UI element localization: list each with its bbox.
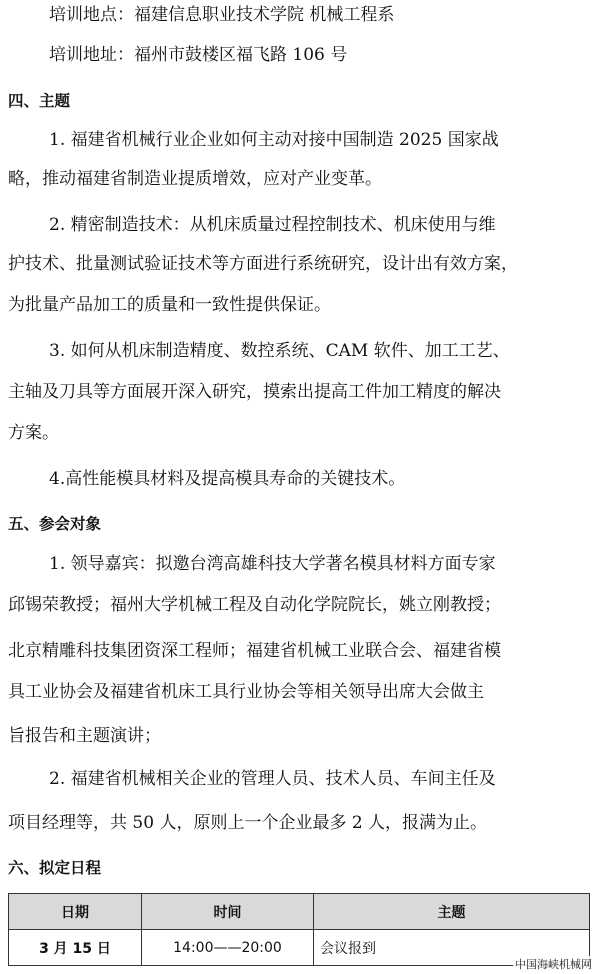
column-header-time: 时间 — [142, 894, 314, 930]
training-location-label: 培训地点： — [49, 5, 134, 25]
column-header-topic: 主题 — [314, 894, 590, 930]
topic-line: 1. 福建省机械行业企业如何主动对接中国制造 2025 国家战 — [49, 130, 499, 150]
schedule-topic-cell: 会议报到 — [314, 930, 590, 966]
topic-line: 为批量产品加工的质量和一致性提供保证。 — [8, 295, 331, 315]
schedule-date-cell: 3 月 15 日 — [9, 930, 142, 966]
participant-line: 北京精雕科技集团资深工程师；福建省机械工业联合会、福建省模 — [8, 641, 501, 661]
participant-line: 邱锡荣教授；福州大学机械工程及自动化学院院长，姚立刚教授； — [8, 595, 501, 615]
participant-line: 旨报告和主题演讲； — [8, 726, 161, 746]
participant-line: 具工业协会及福建省机床工具行业协会等相关领导出席大会做主 — [8, 682, 484, 702]
training-address-line — [49, 44, 347, 66]
topic-line: 略，推动福建省制造业提质增效，应对产业变革。 — [8, 169, 382, 189]
participant-line: 项目经理等，共 50 人，原则上一个企业最多 2 人，报满为止。 — [8, 813, 488, 833]
section-heading-topics: 四、主题 — [8, 92, 71, 110]
topic-line: 3. 如何从机床制造精度、数控系统、CAM 软件、加工工艺、 — [49, 341, 510, 361]
training-location-value: 福建信息职业技术学院 机械工程系 — [134, 5, 395, 25]
training-location-line — [49, 4, 394, 26]
site-watermark: 中国海峡机械网 — [515, 958, 592, 971]
participant-line: 1. 领导嘉宾：拟邀台湾高雄科技大学著名模具材料方面专家 — [49, 554, 496, 574]
participant-line: 2. 福建省机械相关企业的管理人员、技术人员、车间主任及 — [49, 769, 496, 789]
section-heading-participants: 五、参会对象 — [8, 515, 102, 533]
column-header-date: 日期 — [9, 894, 142, 930]
topic-line: 主轴及刀具等方面展开深入研究，摸索出提高工件加工精度的解决 — [8, 382, 501, 402]
topic-line: 护技术、批量测试验证技术等方面进行系统研究，设计出有效方案， — [8, 254, 518, 274]
schedule-table — [8, 893, 590, 966]
training-address-value: 福州市鼓楼区福飞路 106 号 — [134, 45, 348, 65]
table-row — [9, 930, 590, 966]
topic-line: 方案。 — [8, 423, 59, 443]
section-heading-schedule: 六、拟定日程 — [8, 859, 102, 877]
schedule-time-cell: 14:00——20:00 — [142, 930, 314, 966]
topic-line: 2. 精密制造技术：从机床质量过程控制技术、机床使用与维 — [49, 215, 496, 235]
training-address-label: 培训地址： — [49, 45, 134, 65]
schedule-header-row — [9, 894, 590, 930]
topic-line: 4.高性能模具材料及提高模具寿命的关键技术。 — [49, 469, 406, 489]
